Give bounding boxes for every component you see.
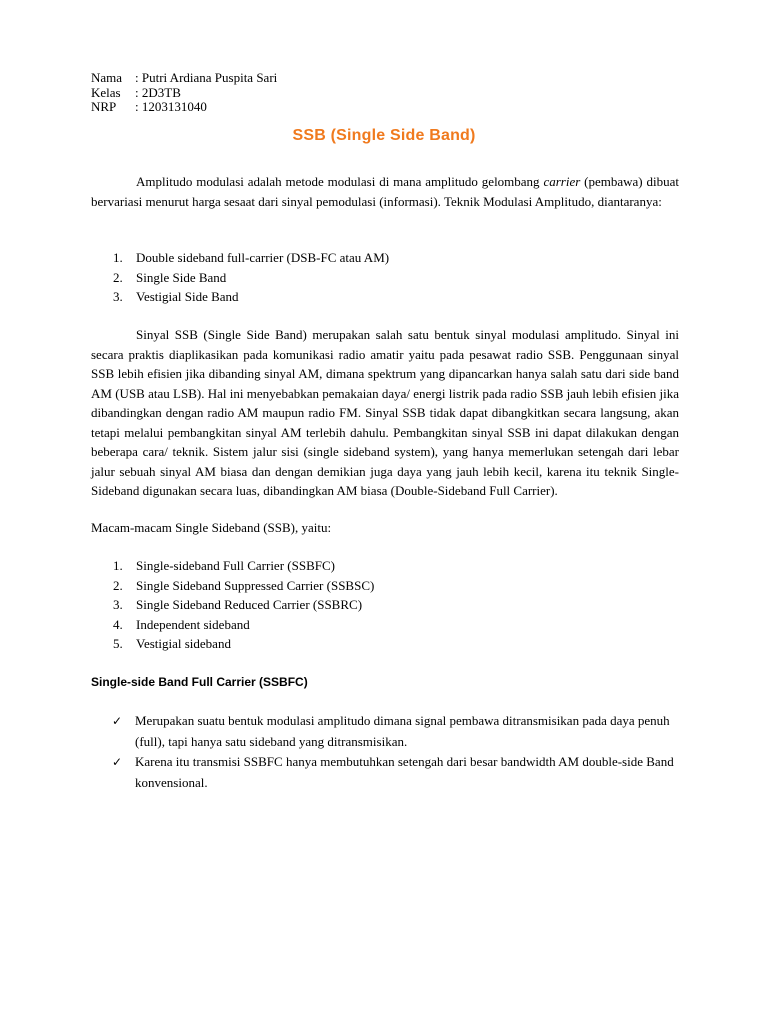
section-heading: Single-side Band Full Carrier (SSBFC) — [91, 675, 308, 689]
list-item — [91, 287, 389, 307]
intro-emphasis: carrier — [543, 174, 581, 189]
list-item — [91, 268, 389, 288]
list-item — [91, 248, 389, 268]
list-item-text: Single-sideband Full Carrier (SSBFC) — [136, 558, 335, 573]
info-row-nama — [91, 71, 277, 86]
list-item-text: Single Side Band — [136, 269, 227, 285]
list-number: 4. — [113, 616, 123, 632]
info-value: : 2D3TB — [135, 84, 181, 100]
ssb-types-list — [91, 556, 374, 654]
list-item-text: Vestigial sideband — [136, 636, 231, 651]
info-value: : 1203131040 — [135, 99, 207, 114]
list-item-text: Double sideband full-carrier (DSB-FC atau AM) — [136, 250, 390, 265]
checklist-text: Karena itu transmisi SSBFC hanya membutuhkan setengah dari besar bandwidth AM double-side Band konvensional. — [135, 754, 674, 790]
list-item — [91, 634, 374, 654]
checklist-item — [112, 752, 679, 793]
ssbfc-checklist — [112, 711, 679, 793]
list-number: 3. — [113, 597, 123, 612]
list-item — [91, 576, 374, 596]
modulation-technique-list — [91, 248, 389, 307]
checklist-text: Merupakan suatu bentuk modulasi amplitudo dimana signal pembawa ditransmisikan pada daya penuh (full), tapi hanya satu sideband yang ditransmisikan. — [135, 713, 670, 749]
ssb-types-intro: Macam-macam Single Sideband (SSB), yaitu: — [91, 520, 332, 535]
list-number: 3. — [113, 289, 123, 304]
list-number: 5. — [113, 636, 123, 651]
list-item-text: Vestigial Side Band — [136, 289, 239, 304]
info-row-nrp — [91, 100, 277, 115]
checklist-item — [112, 711, 679, 752]
checkmark-icon: ✓ — [112, 755, 123, 769]
info-row-kelas — [91, 86, 277, 101]
info-label: Nama — [91, 70, 123, 85]
list-item-text: Independent sideband — [136, 616, 250, 632]
info-label: NRP — [91, 99, 117, 114]
info-label: Kelas — [91, 84, 121, 100]
list-number: 1. — [113, 250, 123, 265]
checkmark-icon: ✓ — [112, 714, 123, 728]
info-value: : Putri Ardiana Puspita Sari — [135, 70, 278, 85]
list-number: 2. — [113, 269, 123, 285]
list-item — [91, 595, 374, 615]
list-item-text: Single Sideband Suppressed Carrier (SSBSC) — [136, 577, 375, 593]
list-number: 1. — [113, 558, 123, 573]
intro-text-start: Amplitudo modulasi adalah metode modulasi di mana amplitudo gelombang — [136, 174, 544, 189]
student-info — [91, 71, 277, 115]
list-item-text: Single Sideband Reduced Carrier (SSBRC) — [136, 597, 363, 612]
document-title: SSB (Single Side Band) — [292, 127, 476, 144]
intro-text-end: (pembawa) dibuat bervariasi menurut harga sesaat dari sinyal pemodulasi (informasi). Teknik Modulasi Amplitudo, diantaranya: — [91, 174, 679, 209]
intro-paragraph — [91, 172, 679, 211]
list-item — [91, 556, 374, 576]
list-number: 2. — [113, 577, 123, 593]
list-item — [91, 615, 374, 635]
ssb-description-paragraph: Sinyal SSB (Single Side Band) merupakan salah satu bentuk sinyal modulasi amplitudo. Sinyal ini secara praktis diaplikasikan pada komunikasi radio amatir yaitu pada pesawat radio SSB. Penggunaan sinyal SSB lebih efisien jika dibanding sinyal AM, dimana spektrum yang dipancarkan hanya salah satu dari side band AM (USB atau LSB). Hal ini menyebabkan pemakaian daya/ energi listrik pada radio SSB jauh lebih efisien jika dibandingkan dengan radio AM maupun radio FM. Sinyal SSB tidak dapat dibangkitkan secara langsung, akan tetapi melalui pembangkitan sinyal AM terlebih dahulu. Pembangkitan sinyal SSB ini dapat dilakukan dengan beberapa cara/ teknik. Sistem jalur sisi (single sideband system), yang hanya memerlukan setengah dari lebar jalur sebuah sinyal AM biasa dan dengan demikian juga daya yang jauh lebih kecil, karena itu teknik Single-Sideband digunakan secara luas, dibandingkan AM biasa (Double-Sideband Full Carrier). — [91, 327, 679, 498]
